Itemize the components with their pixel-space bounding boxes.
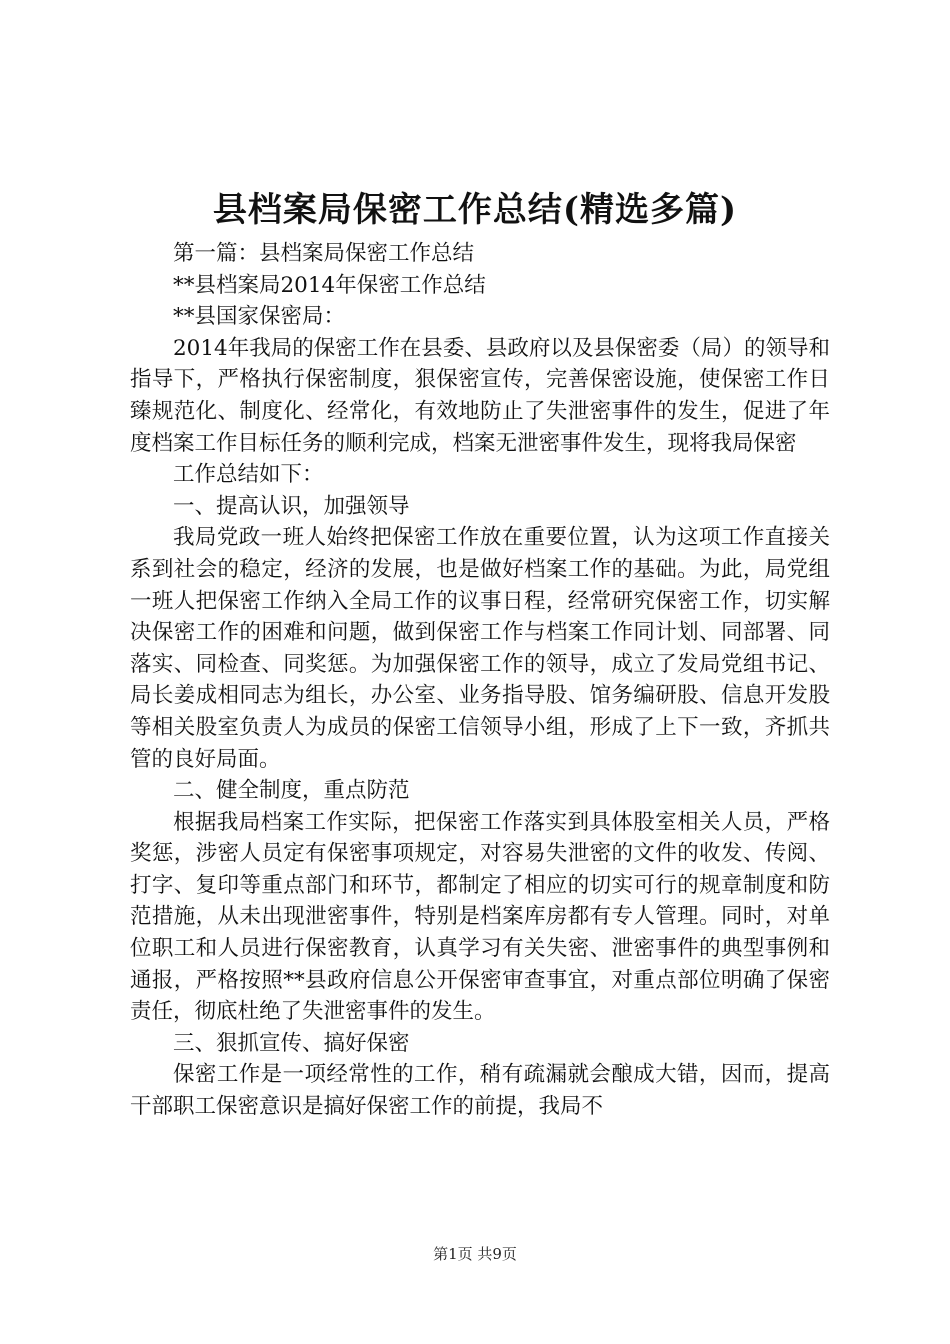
document-title: 县档案局保密工作总结(精选多篇) — [212, 190, 738, 230]
body-paragraph: 工作总结如下： — [173, 462, 324, 488]
body-paragraph: 2014年我局的保密工作在县委、县政府以及县保密委（局）的领导和指导下，严格执行保密制度，狠保密宣传，完善保密设施，使保密工作日臻规范化、制度化、经常化，有效地防止了失泄密事件的发生，促进了年度档案工作目标任务的顺利完成，档案无泄密事件发生，现将我局保密 — [130, 335, 830, 456]
body-paragraph: 根据我局档案工作实际，把保密工作落实到具体股室相关人员，严格奖惩，涉密人员定有保密事项规定，对容易失泄密的文件的收发、传阅、打字、复印等重点部门和环节，都制定了相应的切实可行的规章制度和防范措施，从未出现泄密事件，特别是档案库房都有专人管理。同时，对单位职工和人员进行保密教育，认真学习有关失密、泄密事件的典型事例和通报，严格按照**县政府信息公开保密审查事宜，对重点部位明确了保密责任，彻底杜绝了失泄密事件的发生。 — [130, 809, 830, 1025]
subsection-heading: 三、狠抓宣传、搞好保密 — [173, 1030, 410, 1056]
section-heading: 第一篇：县档案局保密工作总结 — [173, 241, 475, 266]
subsection-heading: 一、提高认识，加强领导 — [173, 493, 410, 519]
body-paragraph: 我局党政一班人始终把保密工作放在重要位置，认为这项工作直接关系到社会的稳定，经济的发展，也是做好档案工作的基础。为此，局党组一班人把保密工作纳入全局工作的议事日程，经常研究保密工作，切实解决保密工作的困难和问题，做到保密工作与档案工作同计划、同部署、同落实、同检查、同奖惩。为加强保密工作的领导，成立了发局党组书记、局长姜成相同志为组长，办公室、业务指导股、馆务编研股、信息开发股等相关股室负责人为成员的保密工信领导小组，形成了上下一致，齐抓共管的良好局面。 — [130, 525, 830, 772]
subsection-heading: 二、健全制度，重点防范 — [173, 778, 410, 804]
page-footer: 第1页 共9页 — [433, 1245, 517, 1263]
document-body — [130, 238, 830, 1123]
report-title: **县档案局2014年保密工作总结 — [173, 272, 486, 298]
salutation: **县国家保密局： — [173, 304, 346, 330]
body-paragraph: 保密工作是一项经常性的工作，稍有疏漏就会酿成大错，因而，提高干部职工保密意识是搞好保密工作的前提，我局不 — [130, 1062, 830, 1120]
